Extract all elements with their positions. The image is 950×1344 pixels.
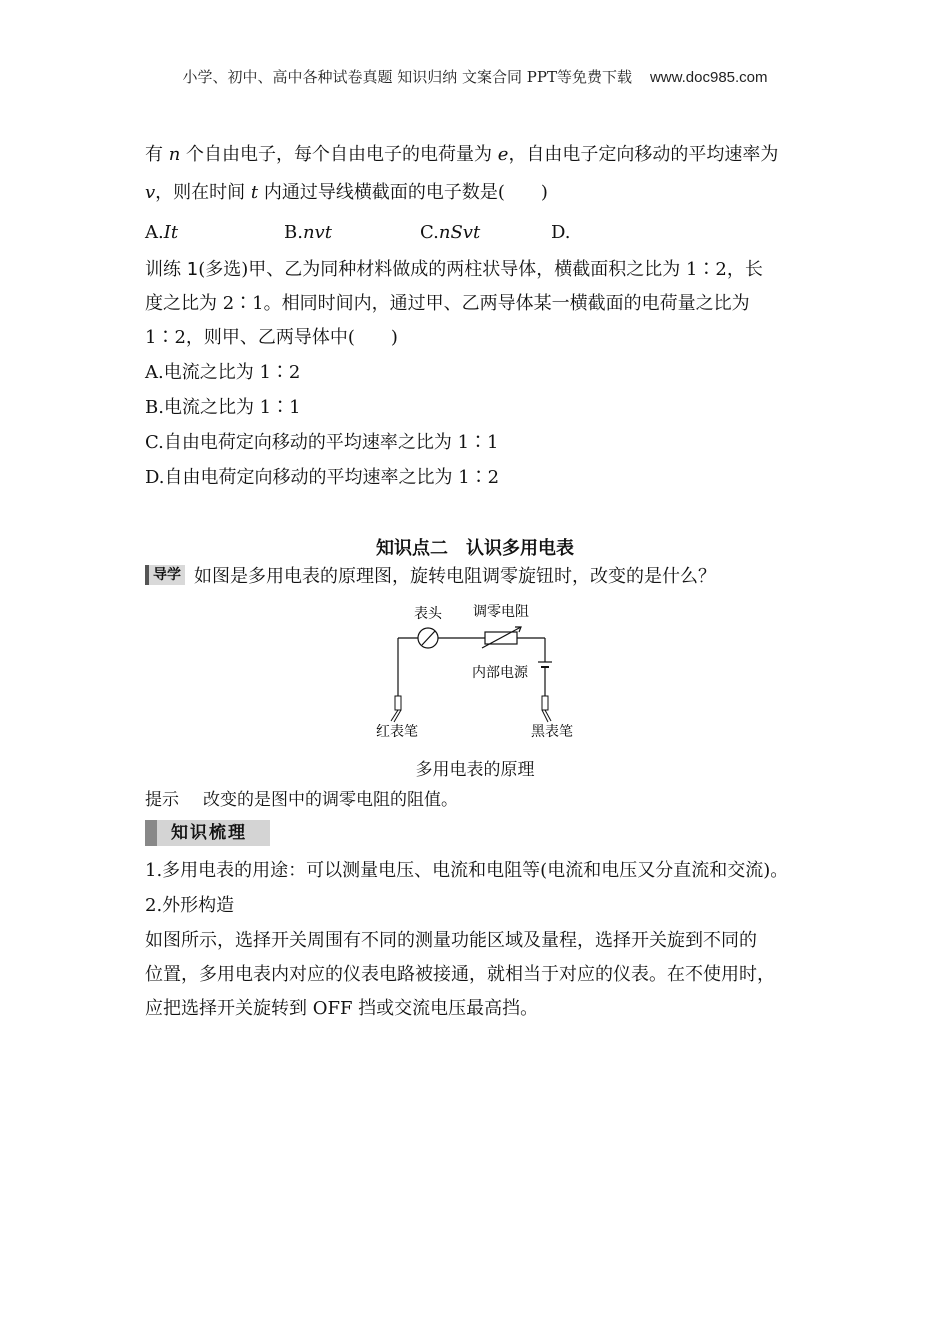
page-header: [0, 66, 950, 87]
exercise-option-b: B.电流之比为 1∶1: [145, 397, 301, 418]
knowledge-badge: 知识梳理: [145, 820, 270, 846]
hint-line: [145, 788, 458, 812]
exercise-option-a: A.电流之比为 1∶2: [145, 362, 301, 383]
knowledge-para-line-3: 应把选择开关旋转到 OFF 挡或交流电压最高挡。: [145, 998, 539, 1019]
label-black-probe: 黑表笔: [531, 724, 573, 740]
question-line-1: 有 n 个自由电子，每个自由电子的电荷量为 e，自由电子定向移动的平均速率为: [145, 144, 779, 165]
exercise-line-3: 1∶2，则甲、乙两导体中( ): [145, 327, 398, 348]
red-probe-symbol: [391, 696, 401, 722]
knowledge-para-line-2: 位置，多用电表内对应的仪表电路被接通，就相当于对应的仪表。在不使用时，: [145, 964, 775, 985]
knowledge-item-2: 2.外形构造: [145, 895, 235, 916]
black-probe-symbol: [542, 696, 551, 722]
label-meter: 表头: [414, 606, 442, 622]
hint-label: 提示: [145, 790, 179, 810]
question-line-2: v，则在时间 t 内通过导线横截面的电子数是( ): [145, 182, 548, 203]
guide-badge: 导学: [145, 565, 185, 585]
label-red-probe: 红表笔: [376, 724, 418, 740]
header-text: 小学、初中、高中各种试卷真题 知识归纳 文案合同 PPT等免费下载: [182, 68, 632, 86]
question-option-d: D.: [551, 222, 571, 243]
guide-text: 如图是多用电表的原理图，旋转电阻调零旋钮时，改变的是什么？: [194, 566, 716, 587]
exercise-line-1: 训练 1(多选)甲、乙为同种材料做成的两柱状导体，横截面积之比为 1∶2，长: [145, 259, 763, 280]
exercise-option-d: D.自由电荷定向移动的平均速率之比为 1∶2: [145, 467, 500, 488]
question-option-b: B.nvt: [284, 222, 332, 243]
multimeter-circuit-diagram: [360, 598, 600, 743]
hint-text: 改变的是图中的调零电阻的阻值。: [203, 790, 458, 810]
header-url[interactable]: www.doc985.com: [649, 69, 768, 86]
diagram-caption: 多用电表的原理: [415, 760, 535, 780]
knowledge-para-line-1: 如图所示，选择开关周围有不同的测量功能区域及量程，选择开关旋到不同的: [145, 930, 757, 951]
exercise-option-c: C.自由电荷定向移动的平均速率之比为 1∶1: [145, 432, 499, 453]
label-source: 内部电源: [472, 665, 528, 681]
section-title: 知识点二 认识多用电表: [376, 538, 574, 559]
question-option-a: A.It: [145, 222, 179, 243]
knowledge-item-1: 1.多用电表的用途：可以测量电压、电流和电阻等(电流和电压又分直流和交流)。: [145, 860, 789, 881]
label-resistor: 调零电阻: [473, 604, 529, 620]
question-option-c: C.nSvt: [420, 222, 481, 243]
exercise-label: 训练 1: [145, 259, 199, 280]
exercise-line-2: 度之比为 2∶1。相同时间内，通过甲、乙两导体某一横截面的电荷量之比为: [145, 293, 750, 314]
